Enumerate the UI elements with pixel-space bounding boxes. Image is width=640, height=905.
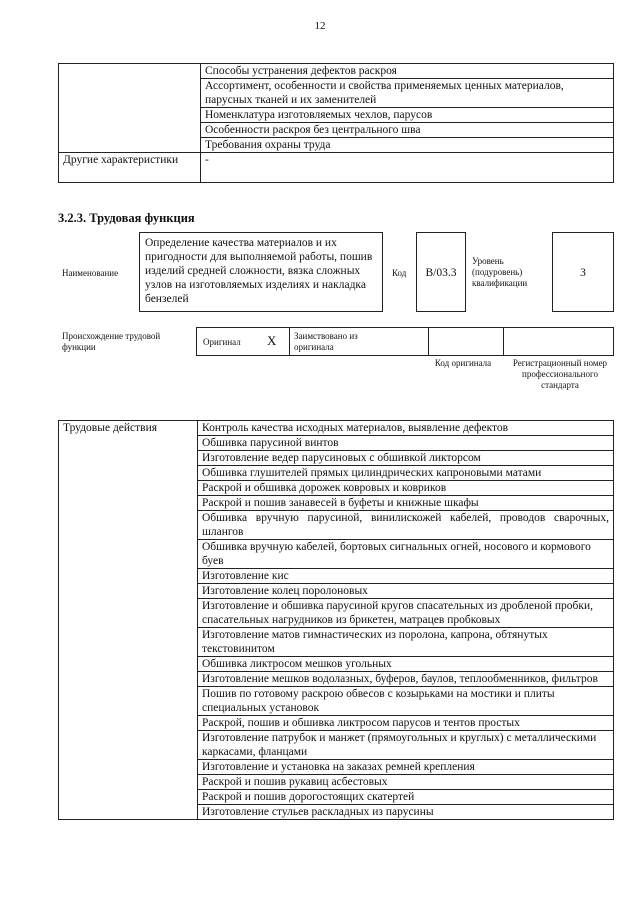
table-cell: Раскрой и пошив занавесей в буфеты и книжные шкафы bbox=[198, 496, 614, 511]
table-row bbox=[59, 421, 614, 436]
registration-number-label: Регистрационный номер профессионального стандарта bbox=[512, 358, 608, 390]
table-cell: Обшивка вручную парусиной, винилискожей кабелей, проводов сварочных, шлангов bbox=[198, 511, 614, 540]
level-box bbox=[552, 232, 614, 312]
section-heading: 3.2.3. Трудовая функция bbox=[58, 211, 195, 225]
table-cell: Изготовление матов гимнастических из поролона, капрона, обтянутых текстовинитом bbox=[198, 628, 614, 657]
borrowed-label: Заимствовано из оригинала bbox=[294, 331, 358, 352]
code-label: Код bbox=[392, 268, 407, 278]
table-cell: Изготовление мешков водолазных, буферов, баулов, теплообменников, фильтров bbox=[198, 672, 614, 687]
table-cell: Обшивка ликтросом мешков угольных bbox=[198, 657, 614, 672]
table-cell: Изготовление и установка на заказах ремней крепления bbox=[198, 760, 614, 775]
labour-actions-table bbox=[58, 420, 614, 820]
table-row bbox=[59, 64, 614, 79]
level-label: Уровень (подуровень) квалификации bbox=[472, 256, 528, 288]
table-cell: Способы устранения дефектов раскроя bbox=[201, 64, 614, 79]
original-label: Оригинал bbox=[203, 337, 241, 347]
table-cell: Изготовление и обшивка парусиной кругов спасательных из дробленой пробки, спасательных нагрудников из брикетен, матрацев пробковых bbox=[198, 599, 614, 628]
other-characteristics-value: - bbox=[201, 153, 614, 183]
original-mark: X bbox=[267, 333, 277, 348]
divider bbox=[289, 328, 290, 355]
table-cell: Раскрой и обшивка дорожек ковровых и ковриков bbox=[198, 481, 614, 496]
origin-box bbox=[196, 327, 614, 356]
table-cell: Контроль качества исходных материалов, выявление дефектов bbox=[198, 421, 614, 436]
function-name: Определение качества материалов и их пригодности для выполняемой работы, пошив изделий средней сложности, вязка сложных узлов на изготовляемых изделиях и накладка бензелей bbox=[145, 237, 373, 305]
divider bbox=[503, 328, 504, 355]
table-cell: Раскрой и пошив рукавиц асбестовых bbox=[198, 775, 614, 790]
table-cell: Изготовление колец поролоновых bbox=[198, 584, 614, 599]
knowledge-table bbox=[58, 63, 614, 183]
table-cell: Номенклатура изготовляемых чехлов, парусов bbox=[201, 108, 614, 123]
table-cell: Требования охраны труда bbox=[201, 138, 614, 153]
page-number: 12 bbox=[314, 20, 326, 32]
table-cell: Обшивка глушителей прямых цилиндрических капроновыми матами bbox=[198, 466, 614, 481]
table-cell: Изготовление кис bbox=[198, 569, 614, 584]
table-cell: Пошив по готовому раскрою обвесов с козырьками на мостики и плиты специальных установок bbox=[198, 687, 614, 716]
table-cell: Особенности раскроя без центрального шва bbox=[201, 123, 614, 138]
table-cell: Изготовление стульев раскладных из парусины bbox=[198, 805, 614, 820]
level-value: 3 bbox=[580, 267, 586, 279]
code-value: B/03.3 bbox=[425, 267, 457, 279]
table-cell: Обшивка парусиной винтов bbox=[198, 436, 614, 451]
table-cell: Изготовление ведер парусиновых с обшивкой ликторсом bbox=[198, 451, 614, 466]
table-cell: Изготовление патрубок и манжет (прямоугольных и круглых) с металлическими каркасами, фланцами bbox=[198, 731, 614, 760]
function-name-box bbox=[139, 232, 383, 312]
other-characteristics-label: Другие характеристики bbox=[59, 153, 201, 183]
table-cell: Раскрой и пошив дорогостоящих скатертей bbox=[198, 790, 614, 805]
code-box bbox=[416, 232, 466, 312]
labour-actions-label: Трудовые действия bbox=[59, 421, 198, 820]
table-cell: Ассортимент, особенности и свойства применяемых ценных материалов, парусных тканей и их заменителей bbox=[201, 79, 614, 108]
code-of-original-label: Код оригинала bbox=[434, 358, 492, 368]
table-cell: Обшивка вручную кабелей, бортовых сигнальных огней, носового и кормового буев bbox=[198, 540, 614, 569]
table-cell: Раскрой, пошив и обшивка ликтросом парусов и тентов простых bbox=[198, 716, 614, 731]
name-label: Наименование bbox=[62, 268, 119, 278]
table-row bbox=[59, 153, 614, 183]
table-cell-empty bbox=[59, 64, 201, 153]
origin-label: Происхождение трудовой функции bbox=[62, 331, 161, 352]
divider bbox=[428, 328, 429, 355]
